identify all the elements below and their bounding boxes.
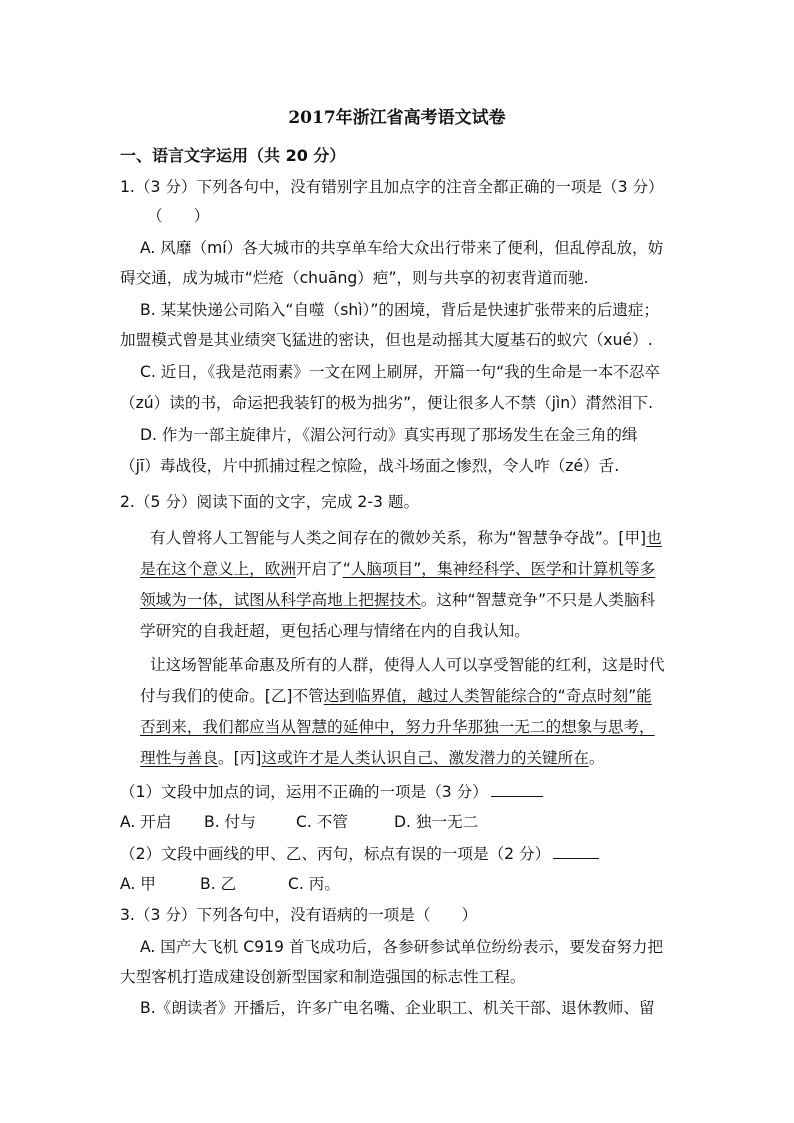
q2-passage-p1-line4: 学研究的自我赶超，更包括心理与情绪在内的自我认知。 [140,622,530,640]
q1-option-b-line1: B. 某某快递公司陷入“自噬（shì）”的困境，背后是快速扩张带来的后遗症； [140,301,660,319]
q2-sub1-option-c: C. 不管 [296,813,348,831]
sentence-yi-underline: 否到来，我们都应当从智慧的延伸中，努力升华那 [140,718,484,736]
page-title: 2017年浙江省高考语文试卷 [288,108,506,128]
q1-option-c-line2: （zú）读的书，命运把我装钉的极为拙劣”，便让很多人不禁（jìn）潸然泪下. [120,394,654,412]
q2-sub1-option-d: D. 独一无二 [394,813,479,831]
q2-sub1-option-a: A. 开启 [120,813,172,831]
q2-stem: 2.（5 分）阅读下面的文字，完成 2-3 题。 [120,493,420,511]
q2-sub1-option-b: B. 付与 [204,813,256,831]
q1-option-b-line2: 加盟模式曾是其业绩突飞猛进的密诀，但也是动摇其大厦基石的蚁穴（xué）. [120,331,653,349]
q2-passage-p2-line4 [140,748,604,768]
q2-sub2-option-c: C. 丙。 [288,875,340,893]
q2-passage-p2-line1: 让这场智能革命惠及所有的人群，使得人人可以享受智能的红利，这是时代 [150,656,665,674]
q2-p1-text: 。这种“智慧竞争”不只是人类脑科 [420,591,656,609]
q2-sub1-options [120,812,478,832]
q1-option-d-line2: （jī）毒战役，片中抓捕过程之惊险，战斗场面之惨烈，令人咋（zé）舌. [120,457,620,475]
q2-passage-p2-line3 [140,717,655,737]
sentence-yi-underline: 达到临界值，越过人类智能综合的“奇点时刻”能 [323,687,652,705]
q2-sub2-text: （2）文段中画线的甲、乙、丙句，标点有误的一项是（2 分） [120,845,551,863]
q2-sub2-option-b: B. 乙 [200,875,237,893]
q2-p2-text: 付与我们的使命。[乙]不管 [140,687,324,705]
q2-sub2-option-a: A. 甲 [120,875,156,893]
q2-passage-p1-line2 [140,559,655,579]
q1-option-a-line2: 碍交通，成为城市“烂疮（chuāng）疤”，则与共享的初衷背道而驰. [120,269,589,287]
q3-stem: 3.（3 分）下列各句中，没有语病的一项是（ ） [120,906,478,924]
answer-blank[interactable] [491,781,543,797]
dotted-word-duyiwuer: 独一无二 [483,718,546,736]
sentence-jia-underline: 是在这个意义上，欧洲 [140,560,296,578]
q2-p2-text: 。 [588,749,605,767]
sentence-jia-underline: 领域为一体，试图从 [140,591,281,609]
q3-option-a-line2: 大型客机打造成建设创新型国家和制造强国的标志性工程。 [120,968,526,986]
q3-option-b-line1: B.《朗读者》开播后，许多广电名嘴、企业职工、机关干部、退休教师、留 [140,999,655,1017]
q2-p1-text: 有人曾将人工智能与人类之间存在的微妙关系，称为“智慧争夺战”。[甲] [150,529,647,547]
sentence-jia-underline: 也 [646,529,662,547]
q2-sub2-options [120,874,340,894]
sentence-jia-underline: “人脑项目”，集神经科学、医学和计算机等多 [342,560,656,578]
q3-option-a-line1: A. 国产大飞机 C919 首飞成功后，各参研参试单位纷纷表示，要发奋努力把 [140,938,664,956]
section-heading: 一、语言文字运用（共 20 分） [120,146,346,165]
q2-passage-p2-line2 [140,686,652,706]
q2-passage-p1-line1 [150,528,662,548]
q1-option-d-line1: D. 作为一部主旋律片，《湄公河行动》真实再现了那场发生在金三角的缉 [140,426,638,444]
sentence-yi-underline: 的想象与思考， [545,718,655,736]
q1-option-a-line1: A. 风靡（mí）各大城市的共享单车给大众出行带来了便利，但乱停乱放，妨 [140,239,664,257]
sentence-yi-underline: 理性与善良 [140,749,218,767]
q2-p2-text: 。[丙] [217,749,262,767]
q1-option-c-line1: C. 近日，《我是范雨素》一文在网上刷屏，开篇一句“我的生命是一本不忍卒 [140,363,661,381]
sentence-bing-underline: 这或许才是人类认识自己、激发潜力的关键所在 [261,749,589,767]
q2-passage-p1-line3 [140,590,655,610]
q2-sub1-text: （1）文段中加点的词，运用不正确的一项是（3 分） [120,783,488,801]
q2-sub2-stem [120,843,599,864]
dotted-word-kaiqi: 开启了 [295,560,343,578]
q2-sub1-stem [120,781,543,802]
q1-answer-paren: （ ） [147,207,210,225]
q1-stem: 1.（3 分）下列各句中，没有错别字且加点字的注音全都正确的一项是（3 分） [120,178,664,196]
sentence-jia-underline: 科学高地上把握技术 [280,591,421,609]
answer-blank[interactable] [553,843,599,859]
